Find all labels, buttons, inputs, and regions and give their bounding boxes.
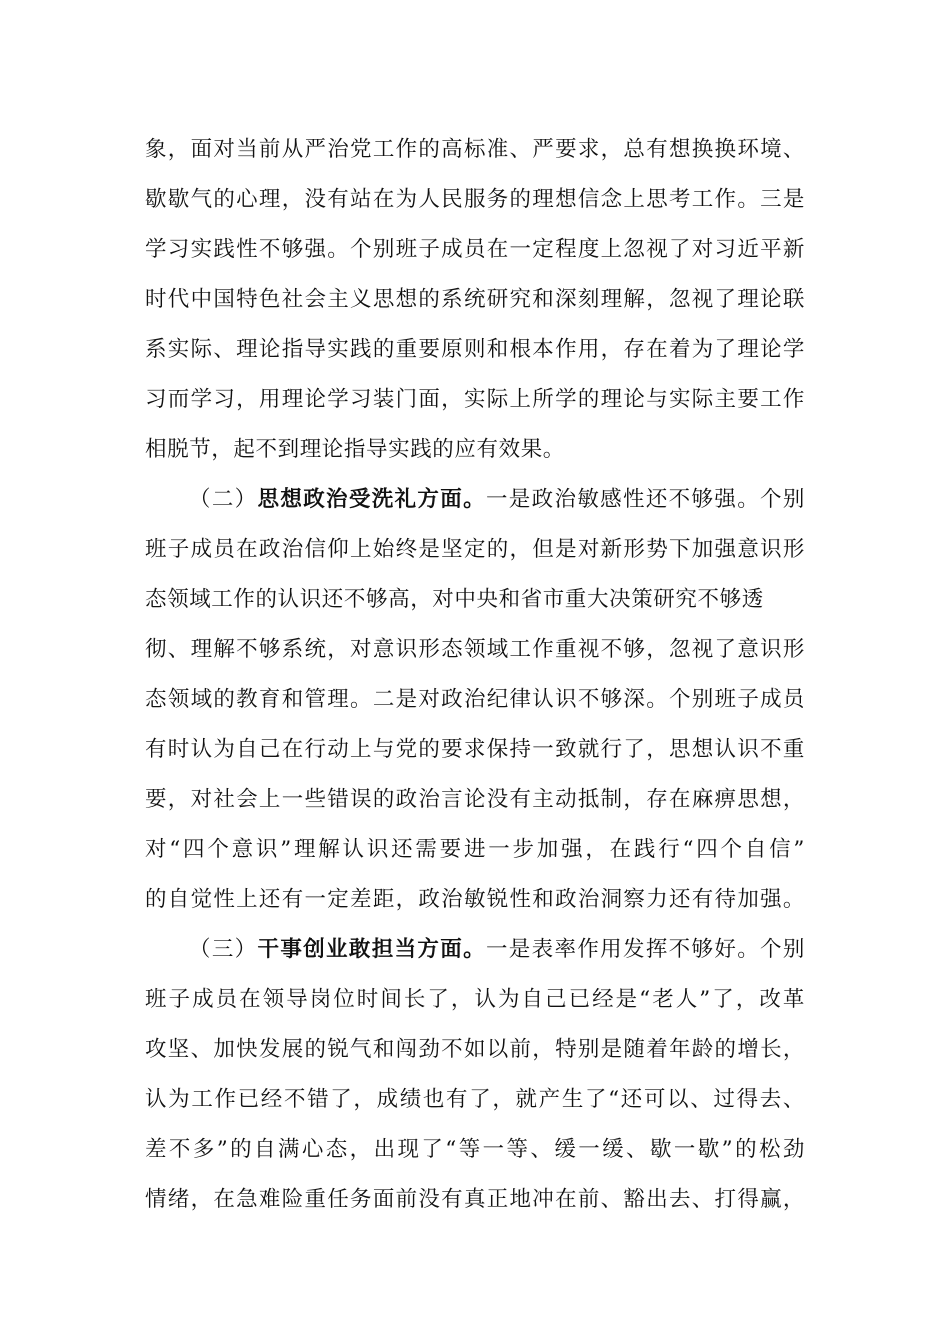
paragraph-line: 攻坚、加快发展的锐气和闯劲不如以前，特别是随着年龄的增长， (145, 1037, 805, 1062)
paragraph-line: 对“四个意识”理解认识还需要进一步加强，在践行“四个自信” (145, 837, 805, 862)
paragraph-line: 的自觉性上还有一定差距，政治敏锐性和政治洞察力还有待加强。 (145, 887, 805, 912)
paragraph-line: 有时认为自己在行动上与党的要求保持一致就行了，思想认识不重 (145, 737, 805, 762)
paragraph-line: 歇歇气的心理，没有站在为人民服务的理想信念上思考工作。三是 (145, 187, 805, 212)
paragraph-line: 相脱节，起不到理论指导实践的应有效果。 (145, 437, 565, 462)
paragraph-line: 习而学习，用理论学习装门面，实际上所学的理论与实际主要工作 (145, 387, 805, 412)
section-text: 一是政治敏感性还不够强。个别 (485, 487, 805, 512)
paragraph-line: 态领域工作的认识还不够高，对中央和省市重大决策研究不够透 (145, 587, 764, 612)
paragraph-line: 系实际、理论指导实践的重要原则和根本作用，存在着为了理论学 (145, 337, 805, 362)
section-text: 一是表率作用发挥不够好。个别 (485, 937, 805, 962)
paragraph-line: 彻、理解不够系统，对意识形态领域工作重视不够，忽视了意识形 (145, 637, 805, 662)
paragraph-line: 差不多”的自满心态，出现了“等一等、缓一缓、歇一歇”的松劲 (145, 1137, 805, 1162)
paragraph-line: 学习实践性不够强。个别班子成员在一定程度上忽视了对习近平新 (145, 237, 805, 262)
section-heading-line (189, 480, 805, 520)
section-number: （三） (189, 937, 258, 962)
paragraph-line: 班子成员在政治信仰上始终是坚定的，但是对新形势下加强意识形 (145, 537, 805, 562)
section-title: 思想政治受洗礼方面。 (257, 487, 486, 512)
paragraph-line: 认为工作已经不错了，成绩也有了，就产生了“还可以、过得去、 (145, 1087, 805, 1112)
section-title: 干事创业敢担当方面。 (257, 937, 486, 962)
paragraph-line: 态领域的教育和管理。二是对政治纪律认识不够深。个别班子成员 (145, 687, 805, 712)
paragraph-line: 象，面对当前从严治党工作的高标准、严要求，总有想换换环境、 (145, 137, 805, 162)
paragraph-line: 时代中国特色社会主义思想的系统研究和深刻理解，忽视了理论联 (145, 287, 805, 312)
paragraph-line: 情绪，在急难险重任务面前没有真正地冲在前、豁出去、打得赢， (145, 1187, 805, 1212)
section-number: （二） (189, 487, 258, 512)
paragraph-line: 要，对社会上一些错误的政治言论没有主动抵制，存在麻痹思想， (145, 787, 805, 812)
paragraph-line: 班子成员在领导岗位时间长了，认为自己已经是“老人”了，改革 (145, 987, 805, 1012)
section-heading-line (189, 930, 805, 970)
